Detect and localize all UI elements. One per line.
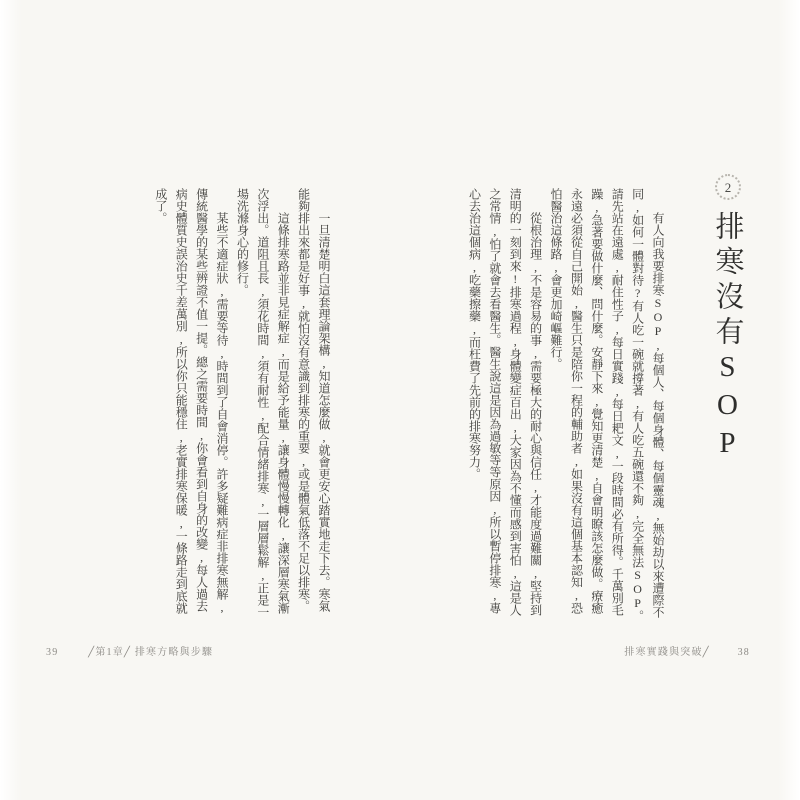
chapter-number-badge: [715, 174, 741, 200]
paragraph-3: 一旦清楚明白這套理論架構,知道怎麼做,就會更安心踏實地走下去。寒氣能夠排出來都是好事,就怕沒有意識到排寒的重要,或是體氣低落不足以排寒。: [296, 188, 331, 612]
left-page-footer: [46, 643, 213, 658]
running-section-title: 排寒實踐與突破╱: [624, 647, 710, 658]
chapter-number: 2: [724, 179, 732, 195]
left-page-number: 39: [46, 647, 59, 658]
chapter-heading: [708, 174, 748, 465]
running-chapter-title: ╱第1章╱ 排寒方略與步驟: [88, 647, 214, 658]
paragraph-2: 從根治理,不是容易的事,需要極大的耐心與信任,才能度過難關,堅持到清明的一刻到來!排寒過程,身體變症百出,大家因為不懂而感到害怕,這是人之常情,怕了就會去看醫生。醫生說這是因為過敏等等原因,所以暫停排寒,專心去治這個病,吃藥擦藥,而枉費了先前的排寒努力。: [467, 188, 543, 616]
right-page-number: 38: [737, 647, 750, 658]
paragraph-5: 某些不適症狀,需要等待,時間到了自會消停。許多疑難病症非排寒無解,傳統醫學的某些辨證不值一提。總之需要時間,你會看到自身的改變,每人過去病史體質史誤治史千差萬別,所以你只能穩住,老實排寒保暖,一條路走到底就成了。: [153, 188, 230, 614]
paragraph-4: 這條排寒路並非見症解症,而是給予能量,讓身體慢慢轉化,讓深層寒氣漸次浮出。道阻且長,須花時間,須有耐性,配合情緒排寒,一層層鬆解,正是一場洗滌身心的修行。: [235, 188, 291, 618]
left-page-body-text: [153, 188, 334, 622]
chapter-title: 排寒沒有SOP: [711, 211, 744, 465]
page-edge-left: [0, 0, 22, 800]
right-page-footer: [624, 643, 750, 658]
right-page-body-text: [454, 188, 668, 622]
paragraph-1: 有人向我要排寒SOP,每個人、每個身體、每個靈魂,無始劫以來遭際不同,如何一體對待?有人吃一碗就撐著,有人吃五碗還不夠,完全無法SOP。請先站在遠處,耐住性子,每日實踐,每日耙文,一段時間必有所得。千萬別毛躁,急著要做什麼、問什麼。安靜下來,覺知更清楚,自會明瞭該怎麼做。療癒永遠必須從自己開始,醫生只是陪你一程的輔助者,如果沒有這個基本認知,恐怕醫治這條路,會更加崎嶇難行。: [549, 188, 665, 622]
page-edge-right: [778, 0, 800, 800]
